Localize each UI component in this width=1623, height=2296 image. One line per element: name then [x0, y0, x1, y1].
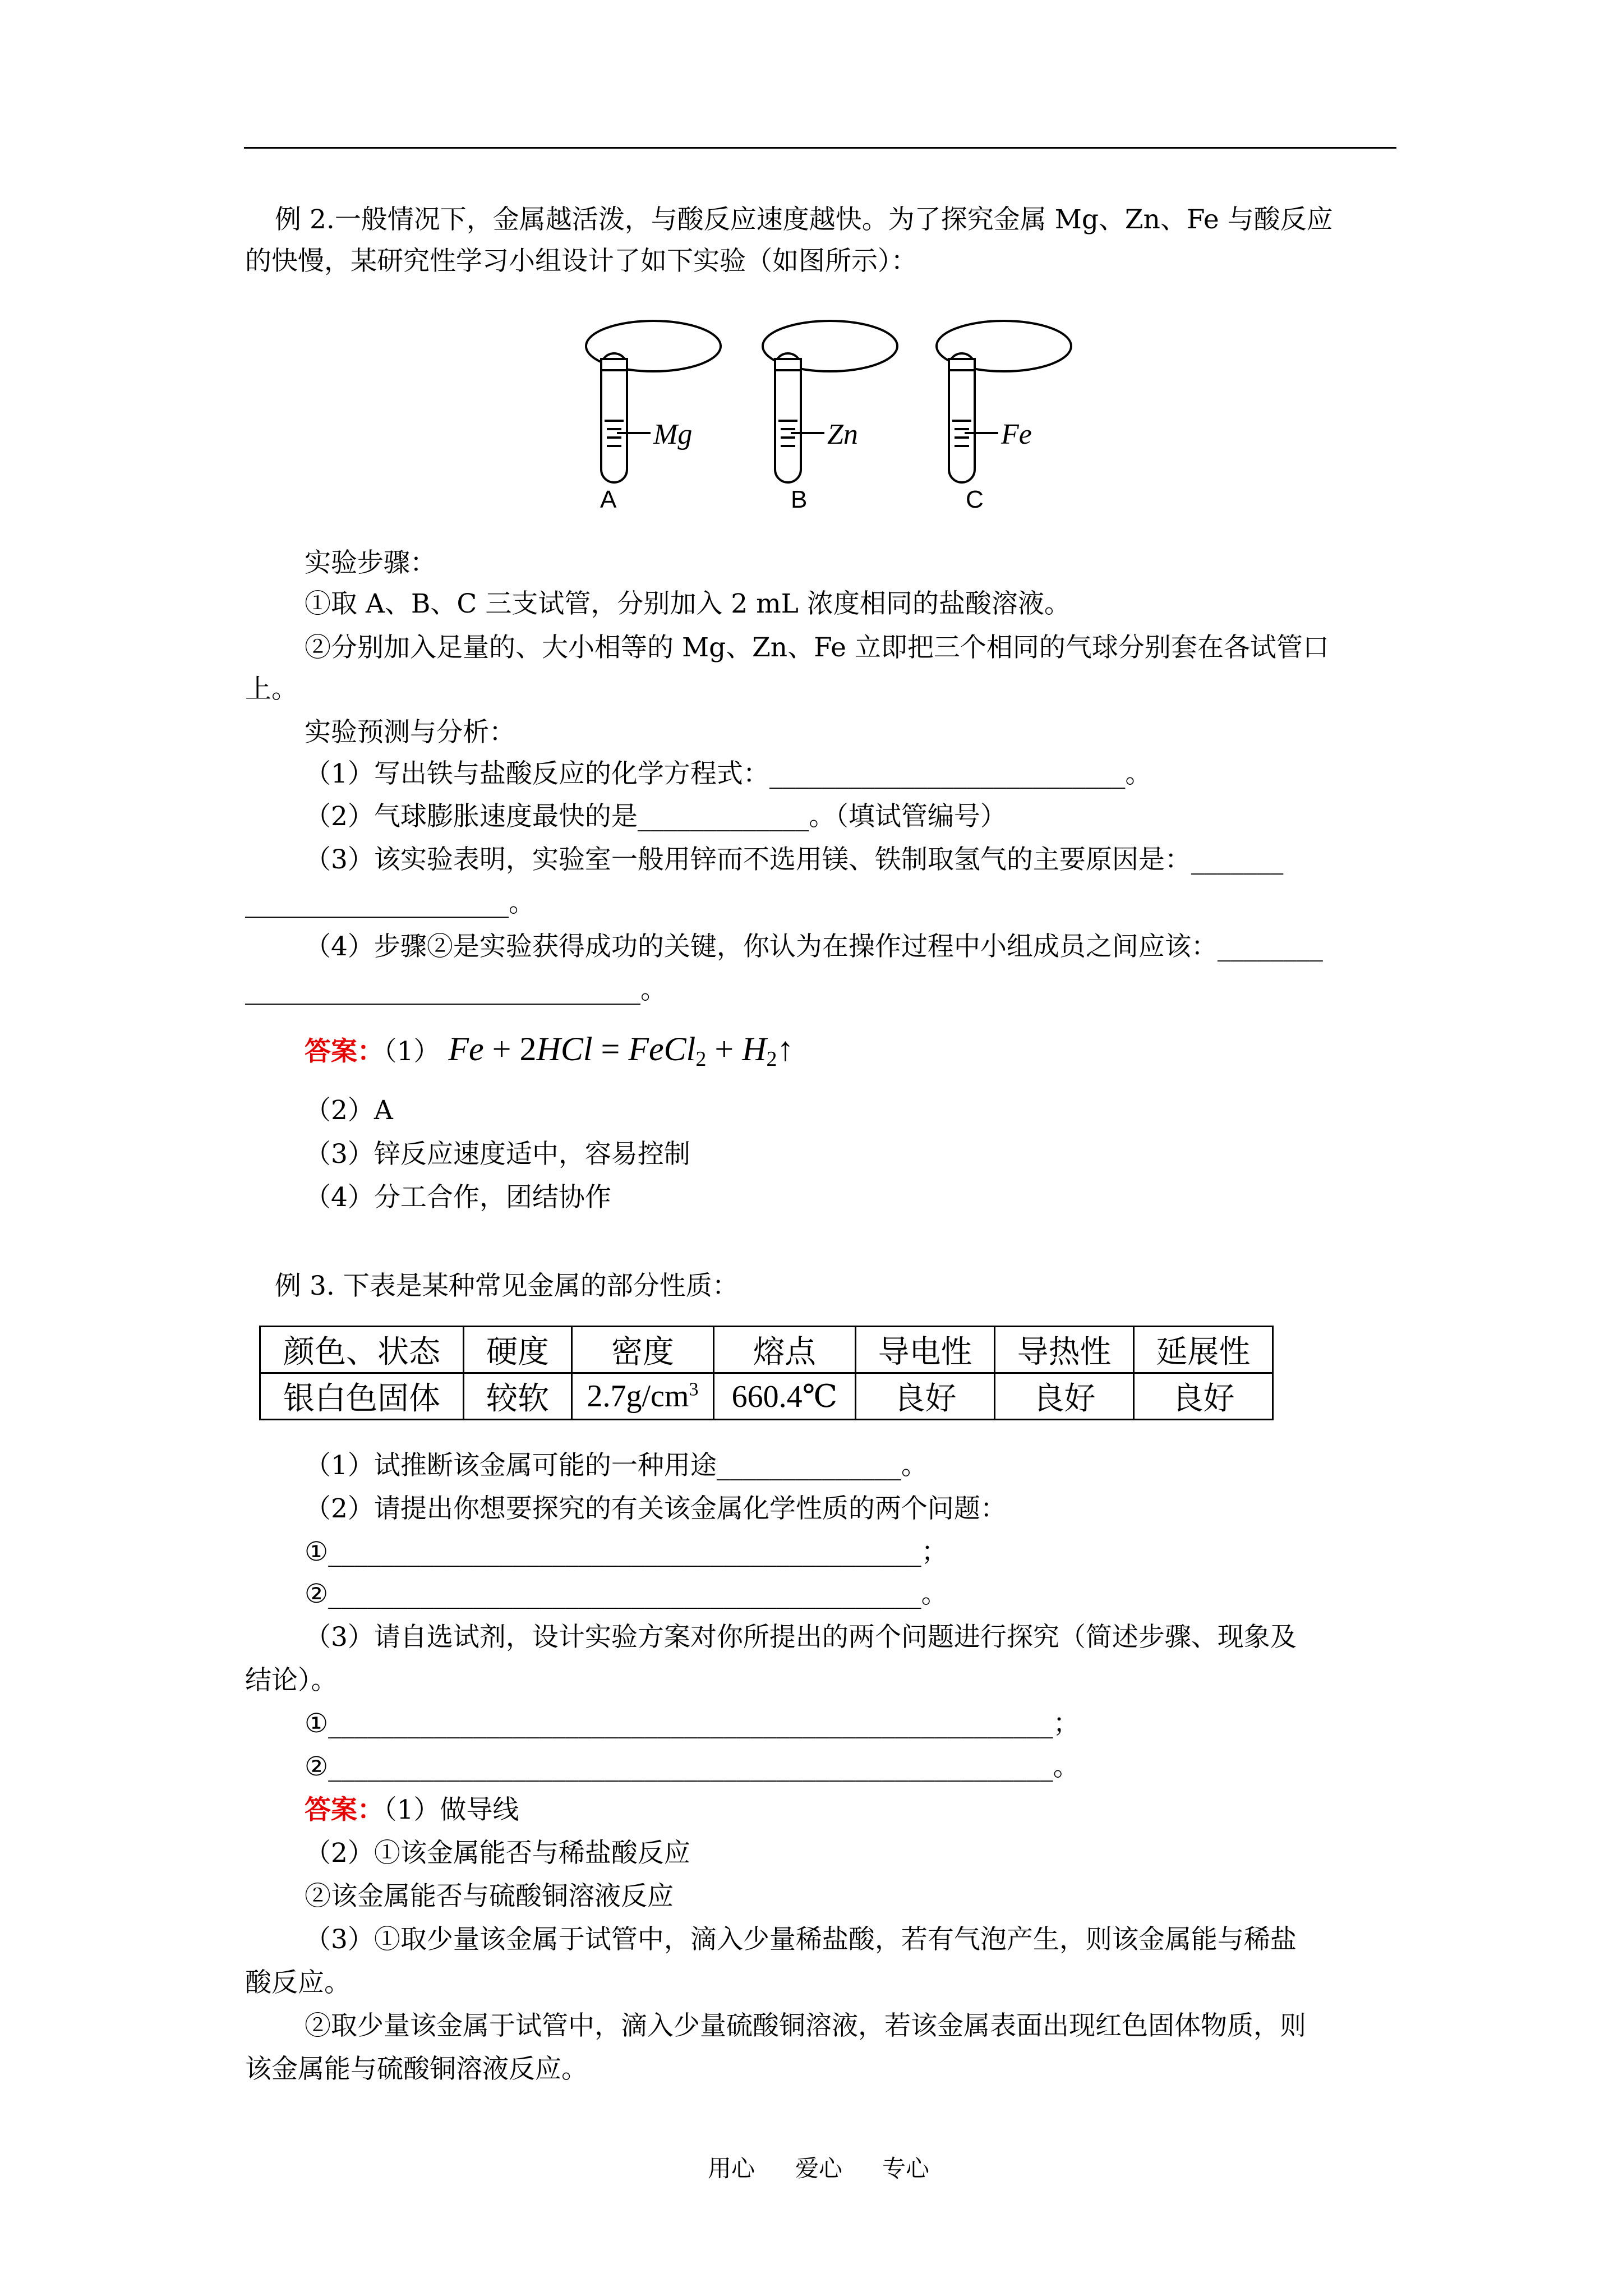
ex2-line2: 的快慢，某研究性学习小组设计了如下实验（如图所示）：: [245, 246, 917, 277]
table-row: [260, 1373, 1273, 1420]
footer-word-3: 专心: [882, 2155, 930, 2182]
table-cell: 良好: [995, 1373, 1134, 1420]
steps-title: 实验步骤：: [305, 547, 436, 578]
tube-c-label: C: [966, 486, 984, 513]
step-2b: 上。: [245, 674, 298, 705]
ex3-question-2-item-2: ②_____________________________________________。: [305, 1579, 948, 1609]
chemical-equation: Fe + 2HCl = FeCl$_2$ + $H_2↑$: [448, 1030, 794, 1071]
ex2-question-2: （2）气球膨胀速度最快的是_____________。（填试管编号）: [305, 801, 1007, 832]
ex3-question-3-item-1: ①_______________________________________________________；: [305, 1708, 1080, 1739]
ex3-answer-3-2a: ②取少量该金属于试管中，滴入少量硫酸铜溶液，若该金属表面出现红色固体物质，则: [305, 2010, 1306, 2041]
ex3-answer-1: 答案：（1）做导线: [305, 1795, 519, 1825]
ex2-line1: 例 2.一般情况下，金属越活泼，与酸反应速度越快。为了探究金属 Mg、Zn、Fe 与酸反应: [275, 204, 1333, 235]
ex3-question-3-item-2: ②_______________________________________________________。: [305, 1751, 1080, 1782]
answer-1-prefix: （1）: [384, 1036, 440, 1067]
footer-word-1: 用心: [708, 2155, 755, 2182]
ex3-answer-2-1: （2）①该金属能否与稀盐酸反应: [305, 1838, 690, 1869]
ex3-question-2: （2）请提出你想要探究的有关该金属化学性质的两个问题：: [305, 1493, 1007, 1524]
answer-label: 答案：: [305, 1036, 384, 1067]
tube-a-metal: Mg: [653, 418, 693, 450]
ex2-answer-3: （3）锌反应速度适中，容易控制: [305, 1139, 690, 1170]
table-header-cell: 密度: [572, 1327, 714, 1373]
ex3-answer-3-2b: 该金属能与硫酸铜溶液反应。: [245, 2054, 588, 2085]
header-rule: [244, 147, 1396, 149]
table-header-cell: 延展性: [1134, 1327, 1273, 1373]
ex2-question-1: （1）写出铁与盐酸反应的化学方程式：___________________________。: [305, 758, 1152, 789]
ex2-answer-1: [305, 1027, 794, 1082]
ex2-question-3b: ____________________。: [245, 887, 535, 918]
answer-label: 答案：: [305, 1795, 384, 1825]
ex3-answer-3-1b: 酸反应。: [245, 1967, 351, 1998]
table-cell: 良好: [856, 1373, 995, 1420]
tube-b-label: B: [791, 486, 808, 513]
tube-b-metal: Zn: [827, 418, 858, 450]
tube-a-label: A: [600, 486, 617, 513]
ex3-question-3b: 结论）。: [245, 1665, 338, 1696]
ex3-question-3a: （3）请自选试剂，设计实验方案对你所提出的两个问题进行探究（简述步骤、现象及: [305, 1622, 1297, 1653]
tube-c-metal: Fe: [1001, 418, 1032, 450]
ex2-question-4a: （4）步骤②是实验获得成功的关键，你认为在操作过程中小组成员之间应该：________: [305, 931, 1323, 962]
table-cell: 银白色固体: [260, 1373, 464, 1420]
ex2-question-4b: ______________________________。: [245, 974, 667, 1005]
ex2-answer-4: （4）分工合作，团结协作: [305, 1182, 611, 1213]
ex3-question-2-item-1: ①_____________________________________________；: [305, 1536, 948, 1567]
step-1: ①取 A、B、C 三支试管，分别加入 2 mL 浓度相同的盐酸溶液。: [305, 588, 1071, 619]
analysis-title: 实验预测与分析：: [305, 717, 515, 748]
ex3-intro: 例 3. 下表是某种常见金属的部分性质：: [275, 1271, 739, 1301]
table-header-cell: 颜色、状态: [260, 1327, 464, 1373]
ex2-question-3a: （3）该实验表明，实验室一般用锌而不选用镁、铁制取氢气的主要原因是：_______: [305, 844, 1284, 875]
table-header-cell: 熔点: [714, 1327, 856, 1373]
metal-properties-table: [259, 1326, 1274, 1420]
gas-arrow-icon: ↑: [777, 1030, 794, 1068]
table-cell: 较软: [464, 1373, 572, 1420]
table-header-cell: 硬度: [464, 1327, 572, 1373]
ex3-answer-3-1a: （3）①取少量该金属于试管中，滴入少量稀盐酸，若有气泡产生，则该金属能与稀盐: [305, 1924, 1297, 1955]
table-cell-density: $2.7g/cm^3$: [572, 1373, 714, 1420]
table-header-cell: 导电性: [856, 1327, 995, 1373]
ex2-answer-2: （2）A: [305, 1095, 393, 1126]
table-cell: 660.4℃: [714, 1373, 856, 1420]
ex3-answer-2-2: ②该金属能否与硫酸铜溶液反应: [305, 1881, 674, 1912]
ex3-question-1: （1）试推断该金属可能的一种用途______________。: [305, 1450, 928, 1481]
table-cell: 良好: [1134, 1373, 1273, 1420]
footer-word-2: 爱心: [795, 2155, 843, 2182]
table-header-row: [260, 1327, 1273, 1373]
table-header-cell: 导热性: [995, 1327, 1134, 1373]
step-2a: ②分别加入足量的、大小相等的 Mg、Zn、Fe 立即把三个相同的气球分别套在各试管口: [305, 632, 1329, 663]
